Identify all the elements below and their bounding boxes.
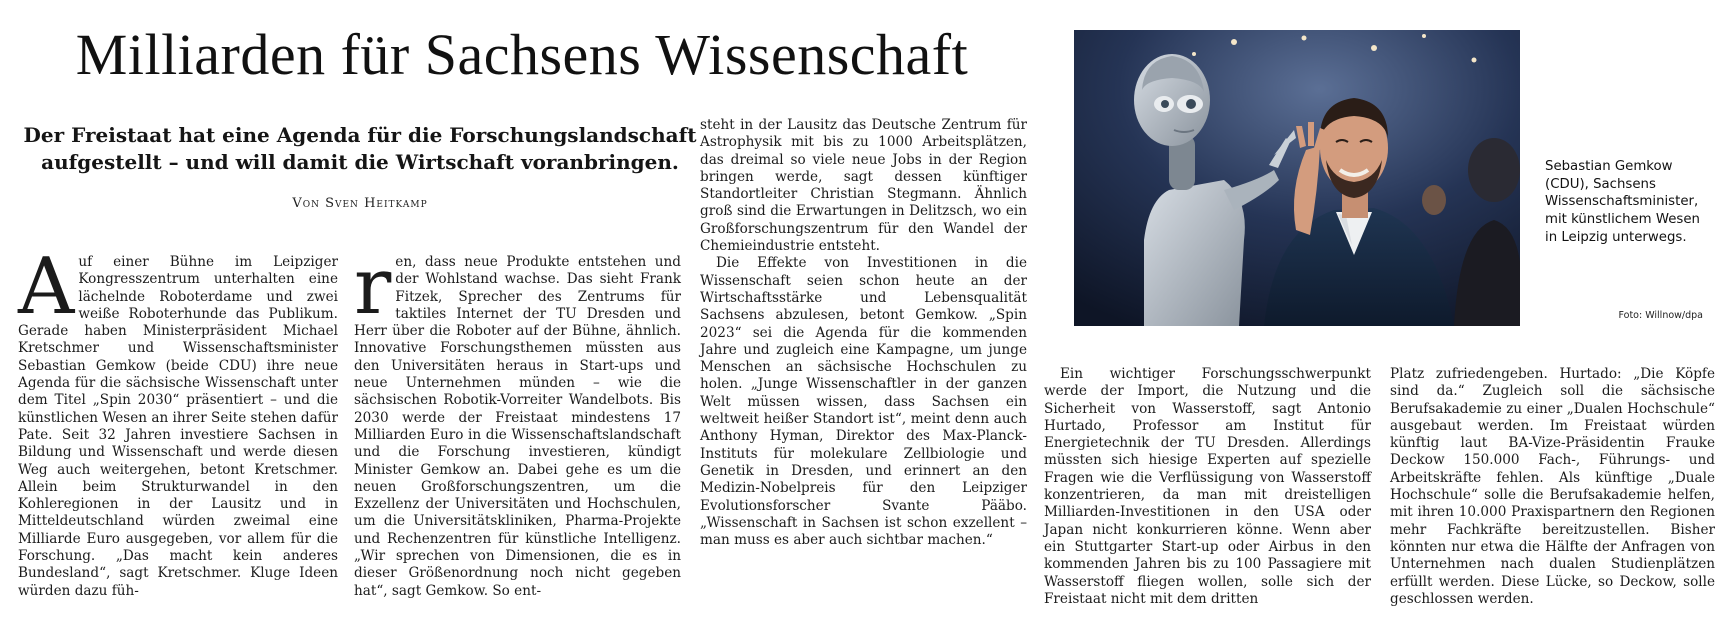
article-column-1 — [18, 242, 339, 600]
article-column-5 — [1390, 366, 1715, 608]
photo-credit: Foto: Willnow/dpa — [1618, 310, 1703, 321]
article-subheadline: Der Freistaat hat eine Agenda für die Forschungslandschaft aufgestellt – und will damit die Wirtschaft voranbringen. — [23, 123, 697, 174]
article-byline: Von Sven Heitkamp — [292, 196, 428, 211]
article-paragraph: Auf einer Bühne im Leipziger Kongresszentrum unterhalten eine lächelnde Roboterdame und zwei weiße Roboterhunde das Publikum. Gerade haben Ministerpräsident Michael Kretschmer und Wissenschaftsminister Sebastian Gemkow (beide CDU) ihre neue Agenda für die sächsische Wissenschaft unter dem Titel „Spin 2030“ präsentiert – und die künstlichen Wesen an ihrer Seite stehen dafür Pate. Seit 32 Jahren investiere Sachsen in Bildung und Wissenschaft und werde diesen Weg auch weitergehen, betont Kretschmer. Allein beim Strukturwandel in den Kohleregionen in der Lausitz und in Mitteldeutschland würden zweimal eine Milliarde Euro ausgegeben, vor allem für die Forschung. „Das macht kein anderes Bundesland“, sagt Kretschmer. Kluge Ideen würden dazu füh- — [18, 242, 339, 599]
article-headline: Milliarden für Sachsens Wissenschaft — [75, 22, 969, 87]
article-paragraph: Die Effekte von Investitionen in die Wissenschaft seien schon heute an der Wirtschaftsstärke und Lebensqualität Sachsens abzulesen, betont Gemkow. „Spin 2023“ sei die Agenda für die kommenden Jahre und zugleich eine Kampagne, um junge Menschen an sächsische Hochschulen zu holen. „Junge Wissenschaftler in der ganzen Welt müssen wissen, dass Sachsen ein weltweit heißer Standort ist“, meint denn auch Anthony Hyman, Direktor des Max-Planck-Instituts für molekulare Zellbiologie und Genetik in Dresden, und erinnert an den Medizin-Nobelpreis für den Leipziger Evolutionsforscher Svante Pääbo. „Wissenschaft in Sachsen ist schon exzellent – man muss es aber auch sichtbar machen.“ — [700, 255, 1027, 549]
article-column-3 — [700, 117, 1027, 549]
article-paragraph: Ein wichtiger Forschungsschwerpunkt werde der Import, die Nutzung und die Sicherheit von Wasserstoff, sagt Antonio Hurtado, Professor am Institut für Energietechnik der TU Dresden. Allerdings müssten sich hiesige Experten auf spezielle Fragen wie die Verflüssigung von Wasserstoff konzentrieren, da man mit dreistelligen Milliarden-Investitionen in den USA oder Japan nicht konkurrieren könne. Wenn aber ein Stuttgarter Start-up oder Airbus in den kommenden Jahren bis zu 100 Passagiere mit Wasserstoff fliegen wollen, solle sich der Freistaat nicht mit dem dritten — [1044, 366, 1371, 607]
photo-robot-and-minister — [1074, 30, 1520, 326]
article-paragraph: steht in der Lausitz das Deutsche Zentrum für Astrophysik mit bis zu 1000 Arbeitsplätzen, das dreimal so viele neue Jobs in der Region bringen werde, sagt dessen künftiger Standortleiter Christian Stegmann. Ähnlich groß sind die Erwartungen in Delitzsch, wo ein Großforschungszentrum für den Wandel der Chemieindustrie entsteht. — [700, 117, 1027, 255]
article-photo — [1074, 30, 1520, 326]
article-column-4 — [1044, 366, 1371, 608]
article-paragraph: Platz zufriedengeben. Hurtado: „Die Köpfe sind da.“ Zugleich soll die sächsische Berufsakademie zu einer „Dualen Hochschule“ ausgebaut werden. Im Freistaat würden künftig laut BA-Vize-Präsidentin Frauke Deckow 150.000 Fach-, Führungs- und Arbeitskräfte fehlen. Als künftige „Duale Hochschule“ solle die Berufsakademie helfen, mit ihren 10.000 Praxispartnern den Regionen mehr Fachkräfte bereitzustellen. Bisher könnten nur etwa die Hälfte der Anfragen von Unternehmen nach dualen Studienplätzen erfüllt werden. Diese Lücke, so Deckow, solle geschlossen werden. — [1390, 366, 1715, 607]
photo-caption: Sebastian Gemkow (CDU), Sachsens Wissenschaftsminister, mit künstlichem Wesen in Leipzig unterwegs. — [1545, 159, 1700, 245]
article-column-2 — [354, 242, 681, 600]
article-paragraph: ren, dass neue Produkte entstehen und der Wohlstand wachse. Das sieht Frank Fitzek, Sprecher des Zentrums für taktiles Internet der TU Dresden und Herr über die Roboter auf der Bühne, ähnlich. Innovative Forschungsthemen müssten aus den Universitäten heraus in Start-ups und neue Unternehmen münden – wie die sächsischen Robotik-Vorreiter Wandelbots. Bis 2030 werde der Freistaat mindestens 17 Milliarden Euro in die Wissenschaftslandschaft und die Forschung investieren, kündigt Minister Gemkow an. Dabei gehe es um die neuen Großforschungszentren, um die Exzellenz der Universitäten und Hochschulen, um die Universitätskliniken, Pharma-Projekte und Rechenzentren für künstliche Intelligenz. „Wir sprechen von Dimensionen, die es in dieser Größenordnung noch nicht gegeben hat“, sagt Gemkow. So ent- — [354, 242, 681, 599]
